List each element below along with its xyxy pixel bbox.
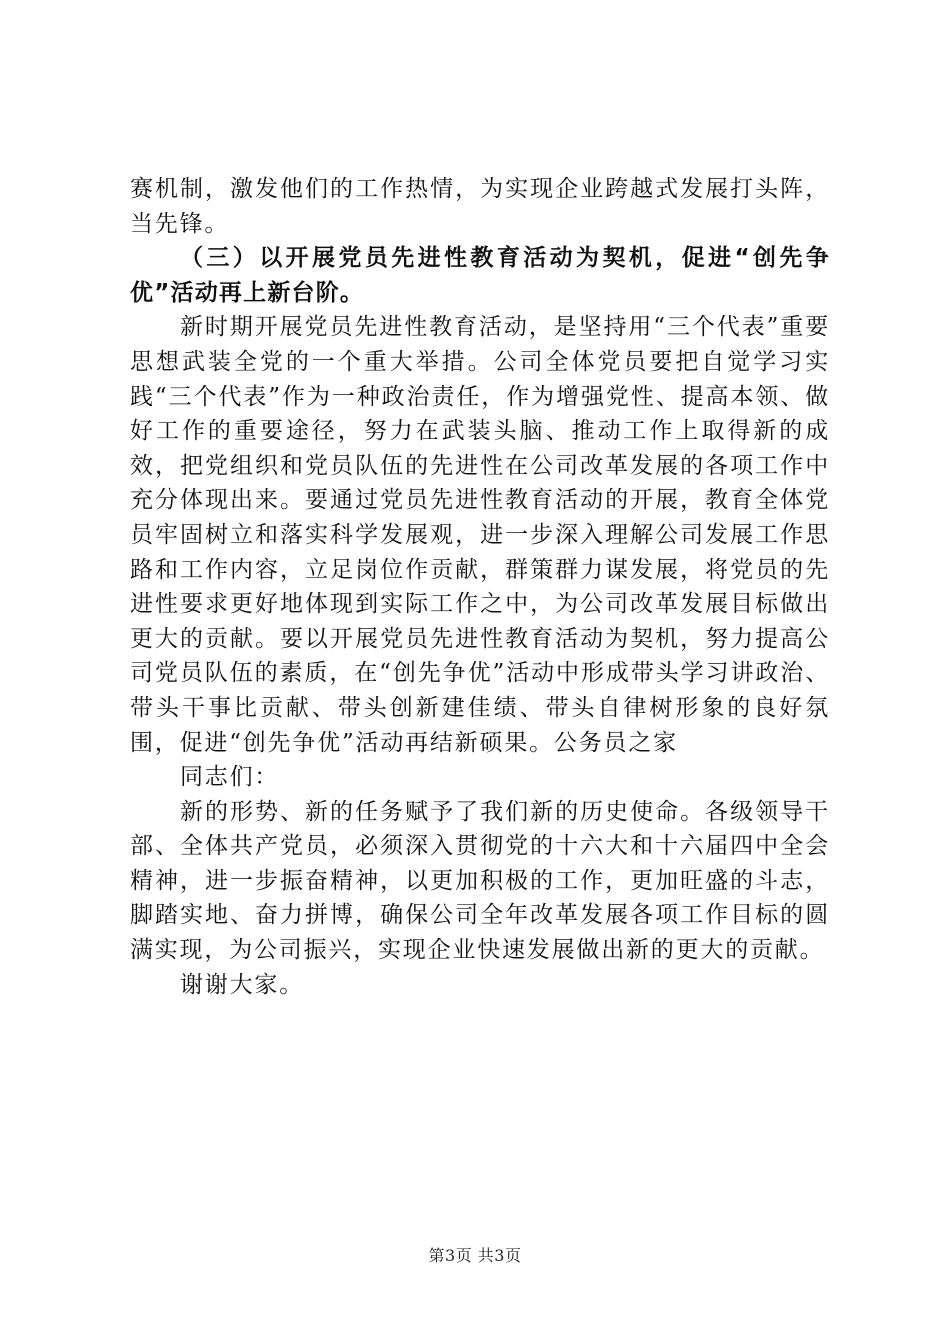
paragraph-closing: 新的形势、新的任务赋予了我们新的历史使命。各级领导干部、全体共产党员，必须深入贯彻党的十六大和十六届四中全会精神，进一步振奋精神，以更加积极的工作，更加旺盛的斗志，脚踏实地、奋力拼博，确保公司全年改革发展各项工作目标的圆满实现，为公司振兴，实现企业快速发展做出新的更大的贡献。 [130,798,830,964]
paragraph-salutation: 同志们： [180,764,280,791]
document-body [130,172,830,1002]
section-heading: （三）以开展党员先进性教育活动为契机，促进“创先争优”活动再上新台阶。 [130,245,830,306]
paragraph-thanks: 谢谢大家。 [180,971,304,998]
paragraph-main: 新时期开展党员先进性教育活动，是坚持用“三个代表”重要思想武装全党的一个重大举措。公司全体党员要把自觉学习实践“三个代表”作为一种政治责任，作为增强党性、提高本领、做好工作的重要途径，努力在武装头脑、推动工作上取得新的成效，把党组织和党员队伍的先进性在公司改革发展的各项工作中充分体现出来。要通过党员先进性教育活动的开展，教育全体党员牢固树立和落实科学发展观，进一步深入理解公司发展工作思路和工作内容，立足岗位作贡献，群策群力谋发展，将党员的先进性要求更好地体现到实际工作之中，为公司改革发展目标做出更大的贡献。要以开展党员先进性教育活动为契机，努力提高公司党员队伍的素质，在“创先争优”活动中形成带头学习讲政治、带头干事比贡献、带头创新建佳绩、带头自律树形象的良好氛围，促进“创先争优”活动再结新硕果。公务员之家 [130,314,830,756]
page-footer: 第3页 共3页 [428,1246,522,1265]
paragraph-continuation: 赛机制，激发他们的工作热情，为实现企业跨越式发展打头阵，当先锋。 [130,176,830,237]
